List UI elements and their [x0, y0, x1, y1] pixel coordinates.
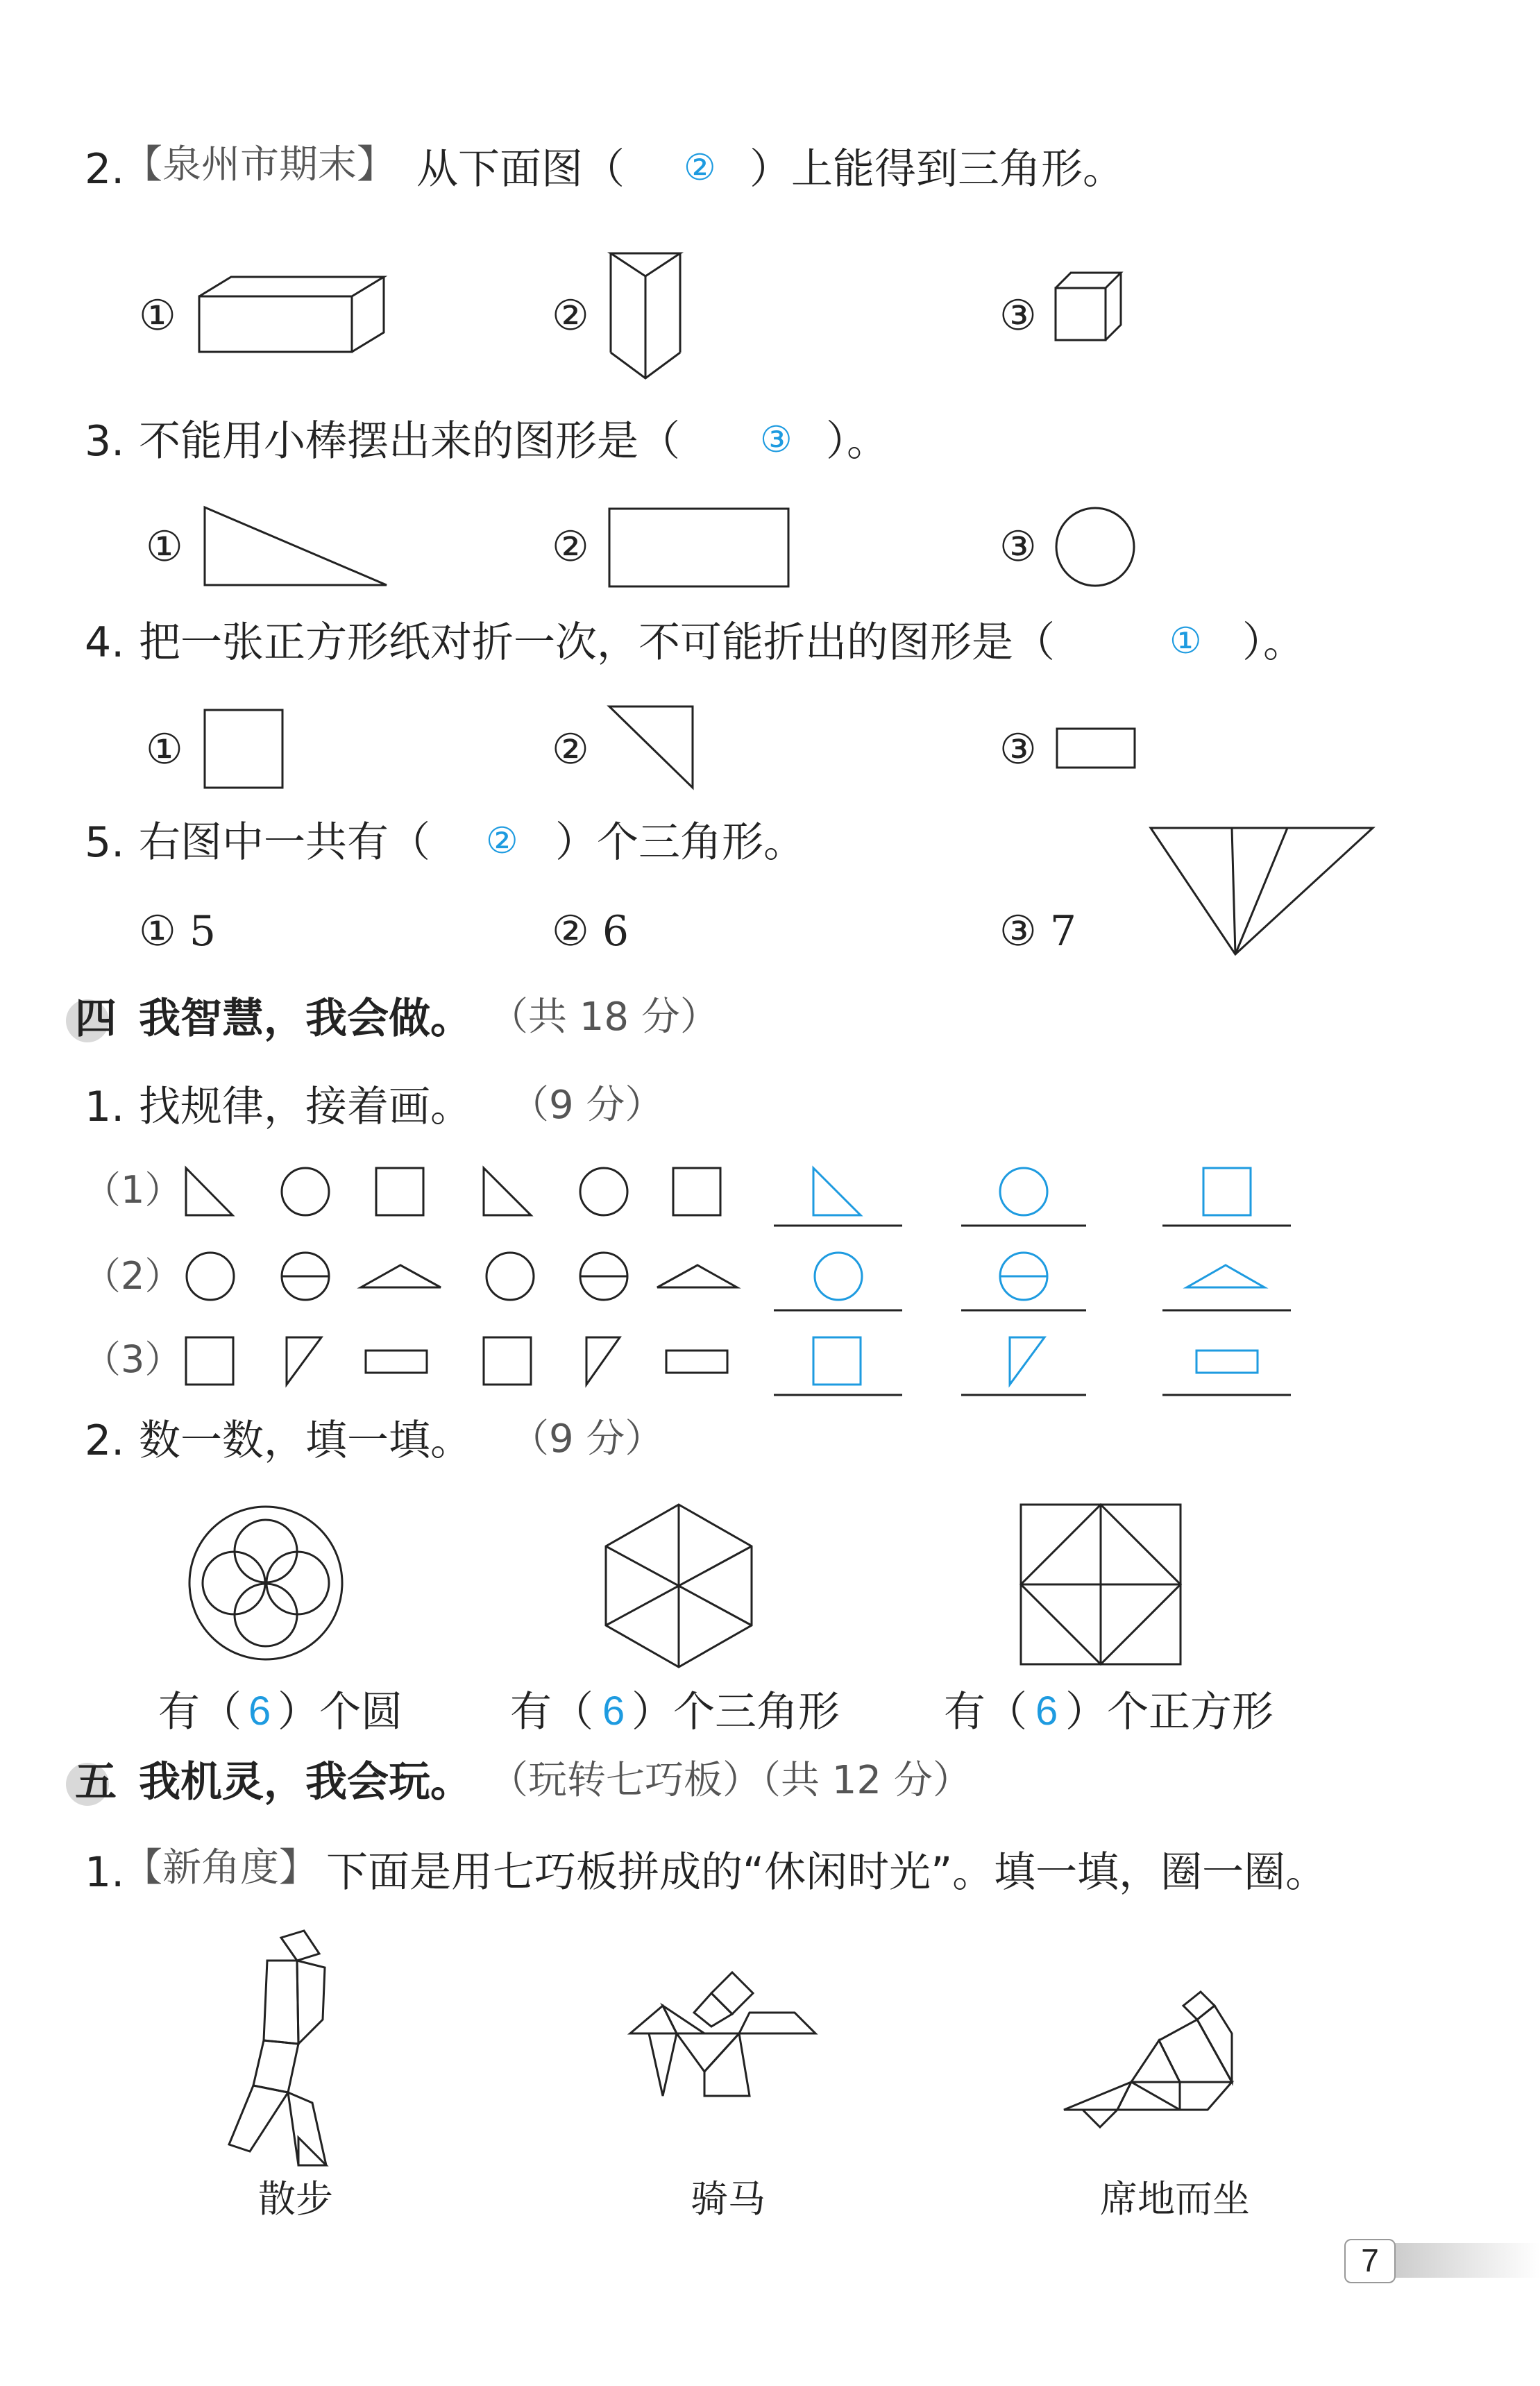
q2-number: 2.	[85, 145, 125, 194]
circles-figure	[187, 1505, 347, 1664]
q4-text-after: ）。	[1242, 618, 1305, 667]
right-triangle-figure	[203, 505, 390, 589]
circle-figure	[1055, 507, 1138, 590]
s4q1-number: 1.	[85, 1083, 125, 1131]
pattern-row-3-answers	[770, 1334, 1298, 1403]
pattern-row-2-label: （2）	[83, 1254, 183, 1298]
tangram-sitting-figure	[1062, 1992, 1270, 2124]
section4-title: 我智慧，我会做。	[139, 995, 472, 1043]
pattern-row-2-answers	[770, 1249, 1298, 1319]
tangram-walking-figure	[222, 1929, 347, 2179]
pattern-row-2-sequence	[184, 1249, 739, 1305]
q5-option-1-label: ① 5	[139, 907, 217, 956]
fill-3-pre: 有（	[944, 1688, 1027, 1736]
hexagon-figure	[602, 1503, 755, 1669]
pattern-row-3-sequence	[184, 1334, 739, 1389]
q4-text-before: 把一张正方形纸对折一次，不可能折出的图形是（	[139, 618, 1055, 667]
q3-text-before: 不能用小棒摆出来的图形是（	[139, 417, 680, 466]
caption-walking: 散步	[258, 2177, 333, 2221]
q2-text-after: ）上能得到三角形。	[750, 145, 1124, 194]
q2-answer: ②	[684, 148, 716, 188]
q3-option-1-label: ①	[146, 523, 183, 571]
q2-text-before: 从下面图（	[416, 145, 625, 194]
small-rectangle-figure	[1055, 727, 1138, 770]
section4-number: 四	[75, 995, 117, 1043]
q4-option-1-label: ①	[146, 725, 183, 774]
square-figure	[203, 708, 286, 791]
s4q1-score: （9 分）	[510, 1083, 664, 1128]
page-number: 7	[1344, 2239, 1396, 2283]
q2-option-3-label: ③	[999, 291, 1037, 340]
q2-tag: 【泉州市期末】	[124, 142, 396, 187]
fill-2-answer: 6	[602, 1689, 625, 1734]
fill-1-pre: 有（	[158, 1688, 242, 1736]
fan-triangles-figure	[1149, 826, 1378, 958]
s4q2-score: （9 分）	[510, 1416, 664, 1462]
q2-option-2-label: ②	[552, 291, 589, 340]
fill-2-post: ）个三角形	[632, 1688, 840, 1736]
section4-score: （共 18 分）	[489, 995, 719, 1040]
q4-answer: ①	[1169, 621, 1202, 661]
rectangle-figure	[607, 507, 791, 589]
s5q1-text: 下面是用七巧板拼成的“休闲时光”。填一填，圈一圈。	[326, 1848, 1328, 1897]
caption-horse-riding: 骑马	[691, 2177, 765, 2221]
page-number-bar	[1381, 2243, 1540, 2278]
s5q1-tag: 【新角度】	[124, 1845, 318, 1890]
caption-sitting: 席地而坐	[1100, 2177, 1250, 2221]
square-diamond-figure	[1019, 1503, 1183, 1666]
q4-option-2-label: ②	[552, 725, 589, 774]
s4q1-text: 找规律，接着画。	[139, 1083, 472, 1131]
q4-number: 4.	[85, 618, 125, 667]
q5-number: 5.	[85, 818, 125, 867]
q5-text-after: ）个三角形。	[555, 818, 805, 867]
q3-text-after: ）。	[826, 417, 888, 466]
pattern-row-1-sequence	[184, 1165, 739, 1220]
q3-option-2-label: ②	[552, 523, 589, 571]
s5q1-number: 1.	[85, 1848, 125, 1897]
fill-1-answer: 6	[248, 1689, 271, 1734]
tangram-horse-riding-figure	[628, 1964, 822, 2117]
fill-2-pre: 有（	[510, 1688, 593, 1736]
fill-3-post: ）个正方形	[1065, 1688, 1274, 1736]
section5-number: 五	[75, 1758, 117, 1807]
triangular-prism-figure	[607, 250, 684, 382]
q3-answer: ③	[760, 420, 793, 460]
section5-score: （玩转七巧板）（共 12 分）	[489, 1758, 972, 1803]
q5-option-2-label: ② 6	[552, 907, 629, 956]
fill-1-post: ）个圆	[278, 1688, 403, 1736]
s4q2-text: 数一数，填一填。	[139, 1416, 472, 1465]
section5-title: 我机灵，我会玩。	[139, 1758, 472, 1807]
q3-option-3-label: ③	[999, 523, 1037, 571]
q4-option-3-label: ③	[999, 725, 1037, 774]
q5-text-before: 右图中一共有（	[139, 818, 430, 867]
s4q2-number: 2.	[85, 1416, 125, 1465]
pattern-row-1-label: （1）	[83, 1168, 183, 1212]
q5-option-3-label: ③ 7	[999, 907, 1077, 956]
fill-3-answer: 6	[1035, 1689, 1058, 1734]
q2-option-1-label: ①	[139, 291, 176, 340]
q3-number: 3.	[85, 417, 125, 466]
folded-triangle-figure	[607, 704, 697, 791]
pattern-row-1-answers	[770, 1165, 1298, 1234]
q5-answer: ②	[486, 821, 518, 861]
cube-figure	[1054, 271, 1123, 347]
pattern-row-3-label: （3）	[83, 1337, 183, 1381]
cuboid-figure	[198, 274, 392, 357]
